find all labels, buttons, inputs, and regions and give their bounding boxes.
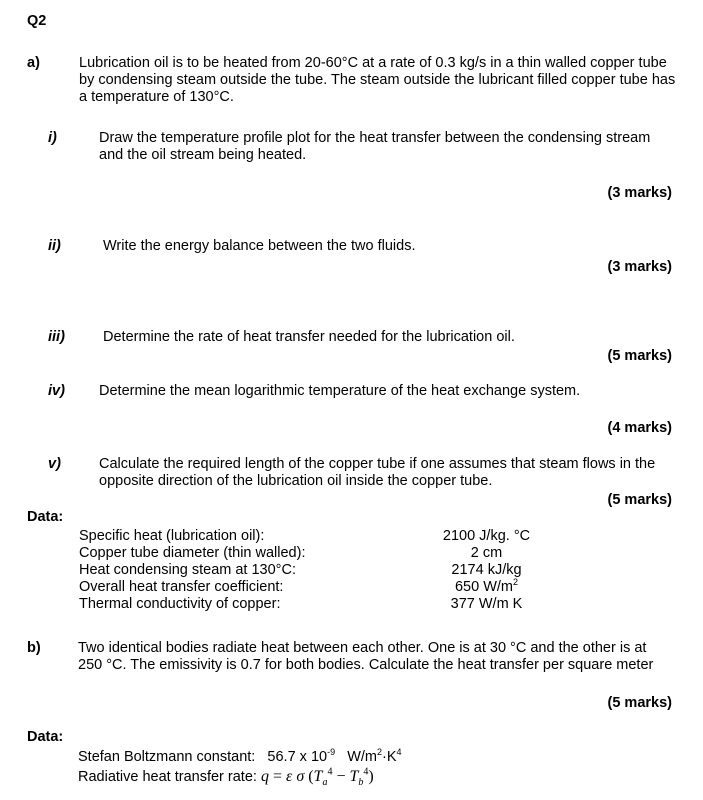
data-value-heat-condensing: 2174 kJ/kg xyxy=(451,562,522,578)
data-label-tube-diameter: Copper tube diameter (thin walled): xyxy=(79,545,306,561)
radiative-formula xyxy=(260,766,374,789)
formula-ta: T xyxy=(313,768,323,785)
part-a-intro: Lubrication oil is to be heated from 20-60°C at a rate of 0.3 kg/s in a thin walled copper tube by condensing steam outside the tube. The steam outside the lubricant filled copper tube has a temperature of 130°C. xyxy=(79,55,676,105)
data-labels xyxy=(79,528,305,613)
subquestion-iv-label: iv) xyxy=(48,383,65,399)
formula-sub-a: a xyxy=(322,777,328,789)
data-value-specific-heat: 2100 J/kg. °C xyxy=(442,528,531,544)
formula-q: q xyxy=(260,768,269,785)
part-b-label: b) xyxy=(27,640,41,656)
subquestion-iv-marks: (4 marks) xyxy=(607,420,672,436)
subquestion-v-text: Calculate the required length of the copper tube if one assumes that steam flows in the opposite direction of the lubrication oil inside the copper tube. xyxy=(99,456,656,489)
stefan-boltzmann-unit: W/m xyxy=(347,749,377,765)
subquestion-i-label: i) xyxy=(48,130,57,146)
data-label-specific-heat: Specific heat (lubrication oil): xyxy=(79,528,265,544)
subquestion-iii-text: Determine the rate of heat transfer needed for the lubrication oil. xyxy=(103,329,515,345)
part-b-marks: (5 marks) xyxy=(607,695,672,711)
radiative-heat-line xyxy=(78,766,374,789)
formula-open-paren: ( xyxy=(308,768,314,785)
data-heading-b: Data: xyxy=(27,729,64,745)
radiative-heat-label: Radiative heat transfer rate: xyxy=(78,769,257,785)
formula-sup-4b: 4 xyxy=(363,766,369,778)
formula-minus: − xyxy=(336,768,346,785)
formula-close-paren: ) xyxy=(368,768,374,785)
subquestion-ii-marks: (3 marks) xyxy=(607,259,672,275)
formula-equals: = xyxy=(272,768,282,785)
stefan-unit-sup-1: 2 xyxy=(377,747,383,758)
stefan-unit-sup-2: 4 xyxy=(396,747,402,758)
subquestion-v-label: v) xyxy=(48,456,61,472)
formula-tb: T xyxy=(349,768,359,785)
stefan-boltzmann-label: Stefan Boltzmann constant: xyxy=(78,749,256,765)
subquestion-i-text: Draw the temperature profile plot for the heat transfer between the condensing stream and the oil stream being heated. xyxy=(99,130,651,163)
subquestion-v-marks: (5 marks) xyxy=(607,492,672,508)
part-a-label: a) xyxy=(27,55,40,71)
coefficient-value: 650 W/m xyxy=(454,579,513,595)
data-label-thermal-conductivity: Thermal conductivity of copper: xyxy=(79,596,281,612)
subquestion-ii-text: Write the energy balance between the two fluids. xyxy=(103,238,416,254)
data-value-heat-transfer-coefficient xyxy=(424,579,549,596)
data-heading-a: Data: xyxy=(27,509,64,525)
formula-sigma: σ xyxy=(296,768,305,785)
stefan-boltzmann-exponent: -9 xyxy=(327,747,336,758)
stefan-unit-mid: ·K xyxy=(382,749,397,765)
formula-epsilon: ε xyxy=(286,768,293,785)
stefan-boltzmann-line xyxy=(78,749,402,766)
subquestion-i-marks: (3 marks) xyxy=(607,185,672,201)
subquestion-iii-label: iii) xyxy=(48,329,65,345)
subquestion-iv-text: Determine the mean logarithmic temperature of the heat exchange system. xyxy=(99,383,581,399)
stefan-boltzmann-value: 56.7 x 10 xyxy=(267,749,328,765)
data-label-heat-transfer-coefficient: Overall heat transfer coefficient: xyxy=(79,579,284,595)
subquestion-iii-marks: (5 marks) xyxy=(607,348,672,364)
part-b-text: Two identical bodies radiate heat between each other. One is at 30 °C and the other is at 250 °C. The emissivity is 0.7 for both bodies. Calculate the heat transfer per square meter xyxy=(78,640,654,673)
data-label-heat-condensing: Heat condensing steam at 130°C: xyxy=(79,562,296,578)
data-values xyxy=(424,528,549,613)
question-label: Q2 xyxy=(27,13,47,29)
data-value-tube-diameter: 2 cm xyxy=(470,545,503,561)
coefficient-unit-exponent: 2 xyxy=(513,577,519,588)
formula-sup-4a: 4 xyxy=(327,766,333,778)
data-value-thermal-conductivity: 377 W/m K xyxy=(450,596,523,612)
subquestion-ii-label: ii) xyxy=(48,238,61,254)
formula-sub-b: b xyxy=(358,777,364,789)
